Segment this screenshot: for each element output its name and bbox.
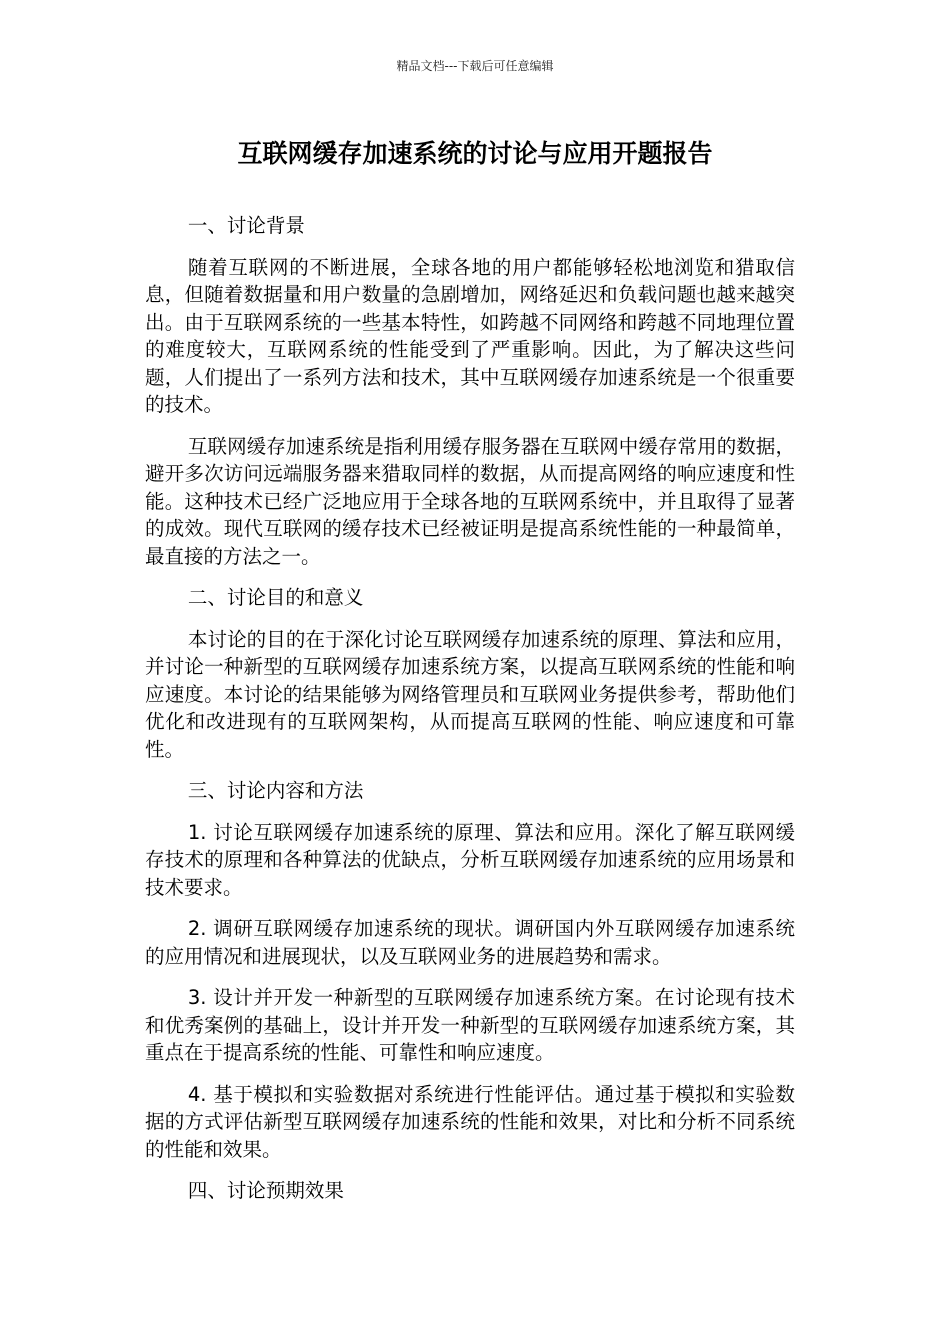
list-item: 2. 调研互联网缓存加速系统的现状。调研国内外互联网缓存加速系统的应用情况和进展现状，以及互联网业务的进展趋势和需求。 xyxy=(145,917,795,968)
list-item: 3. 设计并开发一种新型的互联网缓存加速系统方案。在讨论现有技术和优秀案例的基础上，设计并开发一种新型的互联网缓存加速系统方案，其重点在于提高系统的性能、可靠性和响应速度。 xyxy=(145,986,795,1064)
header-note: 精品文档---下载后可任意编辑 xyxy=(396,59,554,73)
paragraph: 随着互联网的不断进展，全球各地的用户都能够轻松地浏览和猎取信息，但随着数据量和用户数量的急剧增加，网络延迟和负载问题也越来越突出。由于互联网系统的一些基本特性，如跨越不同网络和跨越不同地理位置的难度较大，互联网系统的性能受到了严重影响。因此，为了解决这些问题，人们提出了一系列方法和技术，其中互联网缓存加速系统是一个很重要的技术。 xyxy=(145,255,795,416)
section-heading-content-methods: 三、讨论内容和方法 xyxy=(187,779,364,802)
document-title: 互联网缓存加速系统的讨论与应用开题报告 xyxy=(237,139,713,168)
section-heading-purpose: 二、讨论目的和意义 xyxy=(187,586,364,609)
document-body xyxy=(145,212,795,1219)
section-heading-expected-results: 四、讨论预期效果 xyxy=(187,1179,344,1202)
list-item: 4. 基于模拟和实验数据对系统进行性能评估。通过基于模拟和实验数据的方式评估新型互联网缓存加速系统的性能和效果，对比和分析不同系统的性能和效果。 xyxy=(145,1082,795,1161)
paragraph: 本讨论的目的在于深化讨论互联网缓存加速系统的原理、算法和应用，并讨论一种新型的互联网缓存加速系统方案，以提高互联网系统的性能和响应速度。本讨论的结果能够为网络管理员和互联网业务提供参考，帮助他们优化和改进现有的互联网架构，从而提高互联网的性能、响应速度和可靠性。 xyxy=(145,627,795,761)
paragraph: 互联网缓存加速系统是指利用缓存服务器在互联网中缓存常用的数据，避开多次访问远端服务器来猎取同样的数据，从而提高网络的响应速度和性能。这种技术已经广泛地应用于全球各地的互联网系统中，并且取得了显著的成效。现代互联网的缓存技术已经被证明是提高系统性能的一种最简单，最直接的方法之一。 xyxy=(145,434,795,568)
section-heading-background: 一、讨论背景 xyxy=(187,214,305,237)
list-item: 1. 讨论互联网缓存加速系统的原理、算法和应用。深化了解互联网缓存技术的原理和各种算法的优缺点，分析互联网缓存加速系统的应用场景和技术要求。 xyxy=(145,820,795,899)
